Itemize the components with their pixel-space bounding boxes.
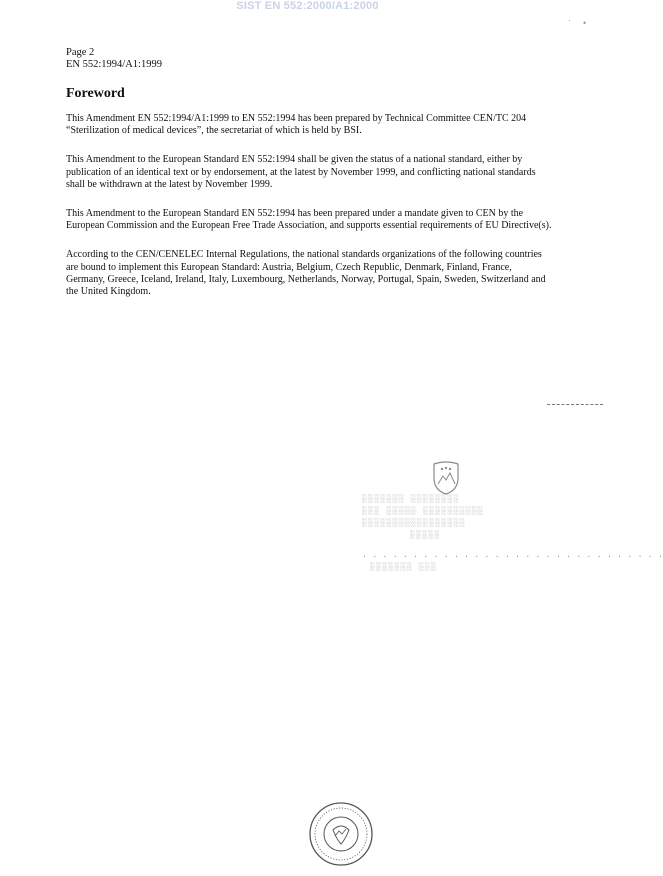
stamp-text-line: ░░░░░░░ ░░░░░░░░: [362, 494, 460, 504]
scan-speck: •: [583, 18, 587, 28]
stamp-text-line: ░░░░░: [410, 530, 441, 540]
page-number: Page 2: [66, 47, 95, 58]
stamp-text-line: ░░░░░░░ ░░░: [370, 562, 438, 572]
circular-seal-stamp: [307, 800, 375, 868]
paragraph-preparation: This Amendment EN 552:1994/A1:1999 to EN 552:1994 has been prepared by Technical Committee CEN/TC 204 “Sterilization of medical devices”, the secretariat of which is held by BSI.: [66, 113, 527, 137]
stamp-text-line: ░░░░░░░░░░░░░░░░░: [362, 518, 466, 528]
scan-speck: ·: [568, 15, 571, 25]
stamp-dotted-line: . . . . . . . . . . . . . . . . . . . . . . . . . . . . . .: [362, 550, 663, 560]
document-watermark: SIST EN 552:2000/A1:2000: [236, 0, 379, 12]
paragraph-status: This Amendment to the European Standard EN 552:1994 shall be given the status of a national standard, either by publication of an identical text or by endorsement, at the latest by November 1999, and conflicting national standards shall be withdrawn at the latest by November 1999.: [66, 154, 536, 190]
stamp-text-line: ░░░ ░░░░░ ░░░░░░░░░░: [362, 506, 485, 516]
crest-icon: [428, 460, 464, 496]
scan-dashes: [547, 404, 603, 405]
foreword-body: [66, 113, 552, 315]
section-title: Foreword: [66, 86, 125, 101]
document-reference: EN 552:1994/A1:1999: [66, 59, 162, 70]
faded-registration-stamp: [310, 460, 663, 580]
page-header: [66, 47, 162, 71]
paragraph-countries: According to the CEN/CENELEC Internal Regulations, the national standards organizations of the following countries are bound to implement this European Standard: Austria, Belgium, Czech Republic, Denmark, Finland, France, Germany, Greece, Iceland, Ireland, Italy, Luxembourg, Netherlands, Norway, Portugal, Spain, Sweden, Switzerland and the United Kingdom.: [66, 249, 546, 298]
paragraph-mandate: This Amendment to the European Standard EN 552:1994 has been prepared under a mandate given to CEN by the European Commission and the European Free Trade Association, and supports essential requirements of EU Directive(s).: [66, 208, 552, 232]
